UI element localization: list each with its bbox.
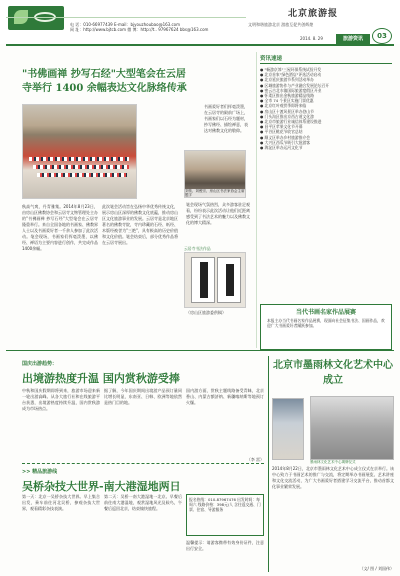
news-item[interactable]: ● 门头沟区推出京西古道文化游 <box>260 113 314 119</box>
masthead <box>0 0 400 44</box>
officials-photo <box>184 150 246 198</box>
news-item[interactable]: ● 全市 74 个景区实施门票优惠 <box>260 98 314 104</box>
sidebar-title: 资讯速递 <box>260 54 392 64</box>
news-item-text: 平谷区桃花节收官总结 <box>264 129 303 135</box>
lead-body-a: 秋高气爽，丹青雅集。2014年8月23日，由房山区佛教协会和云居寺文物管理处主办的"书佛画禅 抄写石经"大型笔会在云居寺隆重举行。来自全国各地的书画家、佛教界人士以及书画爱好者一千余人参加了此次活动。笔会现场，书画家们挥毫泼墨，以佛经、禅语为主要内容进行创作，共完成作品1400余幅。 <box>22 204 98 251</box>
exhibition-ad <box>260 304 392 350</box>
temple-square-photo <box>22 104 137 199</box>
header-rule <box>6 44 394 46</box>
paper-name: 北京旅游报 <box>288 9 339 19</box>
headline-line: "书佛画禅 抄写石经"大型笔会在云居 <box>22 69 186 80</box>
page-number: 03 <box>372 28 392 44</box>
booking-info-box: 报名热线：010-87967476 出发时间：每周六 线路价格：398元/人 含往返交通、门票、住宿、导游服务 <box>186 494 264 536</box>
news-item-text: 北京红叶观赏季即将来临 <box>264 103 307 109</box>
lead-body-b: 此次笔会活动旨在弘扬中华优秀传统文化，展示房山区深厚的佛教文化底蕴，推动房山区文化旅游事业的发展。云居寺是北京地区著名的佛教寺院，寺内珍藏的石经、纸经、木版经被誉为"三绝"，具有极高的历史价值和文化价值。笔会结束后，部分优秀作品将在云居寺展出。 <box>102 204 178 245</box>
ink-stroke <box>200 262 208 298</box>
news-item[interactable]: ● 海淀区举办运河文化节 <box>260 145 303 151</box>
issue-date: 2014. 8. 29 <box>300 36 323 41</box>
itinerary-day2: 第二天：吴桥一南大港湿地一北京。早餐后前往南大港湿地，观赏湿地风光及候鸟，午餐后返回北京，结束愉快旅程。 <box>104 494 182 511</box>
sidebar <box>260 54 392 302</box>
news-item[interactable]: ● 密云古北水镇国际旅游度假区开业 <box>260 87 322 93</box>
news-item-text: 顺义区举办乡村旅游推介会 <box>264 134 311 140</box>
news-item[interactable]: ● "畅游京郊"三屋环保系统试验开发 <box>260 67 322 72</box>
news-item-text: 北京首家"绿色酒店"评选活动启动 <box>264 72 322 78</box>
news-item-text: 海淀区举办运河文化节 <box>264 145 303 151</box>
news-item-text: 北京市旅游行业诚信体系建设推进 <box>264 119 322 125</box>
photo-caption: 墨雨林文化艺术中心揭牌仪式 <box>310 460 356 464</box>
article-headline: 出境游热度升温 国内赏秋游受捧 <box>22 372 180 385</box>
news-item[interactable]: ● 北京市旅游行业诚信体系建设推进 <box>260 119 322 125</box>
article-source: （文/ 图 / 刘国伟） <box>359 566 394 571</box>
contact-line: 网 址：http://www.bjtcb.com 微 博：http://t.. 97967624 bbs@163.com <box>70 27 209 32</box>
news-item-text: 房山区十渡风景区举办登山节 <box>264 108 314 114</box>
news-item-text: 区域旅游协作与产业融合发展论坛召开 <box>264 82 330 88</box>
scroll <box>191 257 215 303</box>
contact-line: 电 话：010-66977439 E-mail：bjyouzhoubao@163.com <box>70 22 181 27</box>
ad-text: 本报主办当代书画名家作品展赛，现面向社会征集书法、国画作品，欢迎广大书画爱好者踊跃参加。 <box>267 318 385 329</box>
lead-body-d: 笔会现场气氛热烈，众多游客驻足观看，纷纷表示此次活动让他们近距离感受到了书法艺术的魅力以及佛教文化的博大精深。 <box>186 202 250 225</box>
news-item-text: 昌平区苹果文化节开幕 <box>264 124 303 130</box>
news-item[interactable]: ● 昌平区苹果文化节开幕 <box>260 124 303 130</box>
travel-tips: 温馨提示：请游客携带有效身份证件，注意出行安全。 <box>186 540 264 551</box>
article-source: （李 雷） <box>246 457 264 462</box>
crowd-row <box>29 157 129 161</box>
lead-byline: （房山区旅游委供稿） <box>186 310 226 315</box>
article-body: 据了解，今年国庆期间出境游产品预订量同比增长明显，东南亚、日韩、欧洲等地依然是热门目的地。 <box>104 388 182 405</box>
scroll-caption: 云居寺书法作品 <box>184 246 211 251</box>
news-item-text: 北京延庆旅游节系列活动举办 <box>264 77 314 83</box>
news-item-text: 门头沟区推出京西古道文化游 <box>264 113 314 119</box>
article-body: 国内游方面，赏秋主题线路备受青睐，北京香山、内蒙古额济纳、新疆喀纳斯等地预订火爆。 <box>186 388 264 405</box>
itinerary-day1: 第一天：北京一吴桥杂技大世界。早上集合出发，乘车前往河北吴桥，参观杂技大世界，观看精彩杂技表演。 <box>22 494 100 511</box>
news-item[interactable]: ● 区域旅游协作与产业融合发展论坛召开 <box>260 82 330 88</box>
newspaper-logo <box>8 6 64 30</box>
paper-slogan: 文明和谐旅游北京 游旅互促共创辉煌 <box>248 22 314 27</box>
article-kicker: >> 精品旅游线 <box>22 469 58 475</box>
column-divider <box>268 356 269 572</box>
article-headline: 吴桥杂技大世界-南大港湿地两日 <box>22 480 181 493</box>
sidebar-list <box>260 67 392 150</box>
section-label: 旅游资讯 <box>336 34 370 44</box>
dashed-divider <box>22 463 264 464</box>
ceremony-photo <box>310 396 394 460</box>
crowd-row <box>33 165 129 169</box>
ink-stroke <box>226 264 234 296</box>
news-item[interactable]: ● 北京首家"绿色酒店"评选活动启动 <box>260 72 322 78</box>
photo-caption: 刘传、刘俊宗、房山区书法家协会主席题字 <box>185 189 245 197</box>
crowd-row <box>37 173 127 177</box>
news-item[interactable]: ● 大兴区西瓜节吸引大批游客 <box>260 139 311 145</box>
portrait-photo <box>272 398 304 460</box>
article-headline: 北京市墨雨林文化艺术中心成立 <box>273 360 393 386</box>
news-item[interactable]: ● 北京延庆旅游节系列活动举办 <box>260 77 314 83</box>
article-body: 中秋和国庆假期即将到来，旅游市场迎来新一轮出游高峰。从各大旅行社和在线旅游平台获悉，出境游热度持续升温，国内赏秋游成为市场热点。 <box>22 388 100 411</box>
news-item-text: 全市 74 个景区实施门票优惠 <box>264 98 314 104</box>
scroll <box>217 257 241 303</box>
news-item-text: 密云古北水镇国际旅游度假区开业 <box>264 87 322 93</box>
calligraphy-photo <box>184 252 246 308</box>
masthead-rule <box>6 17 246 18</box>
news-item-text: 怀柔区推出金秋旅游精品线路 <box>264 93 314 99</box>
news-item-text: 大兴区西瓜节吸引大批游客 <box>264 139 311 145</box>
lead-body-c: 书画爱好者们挥毫泼墨，在云居寺的殿前广场上，书画家们以石经为题材，抄写佛经、描绘禅意，表达对佛教文化的敬仰。 <box>204 104 248 133</box>
headline-line: 寺举行 1400 余幅表达文化脉络传承 <box>22 83 187 94</box>
news-item[interactable]: ● 北京红叶观赏季即将来临 <box>260 103 307 109</box>
news-item[interactable]: ● 房山区十渡风景区举办登山节 <box>260 108 314 114</box>
section-divider <box>6 350 394 351</box>
article-body: 2014年8月22日，北京市墨雨林文化艺术中心成立仪式在京举行。该中心致力于书画艺术的推广与交流，将定期举办书画展览、艺术讲座和文化交流活动，为广大书画爱好者搭建学习交流平台，推动首都文化事业繁荣发展。 <box>272 466 394 489</box>
news-item[interactable]: ● 顺义区举办乡村旅游推介会 <box>260 134 311 140</box>
lead-headline <box>22 68 262 102</box>
news-item-text: "畅游京郊"三屋环保系统试验开发 <box>264 67 322 72</box>
news-item[interactable]: ● 平谷区桃花节收官总结 <box>260 129 303 135</box>
ad-title: 当代书画名家作品展赛 <box>295 309 356 316</box>
article-kicker: 国庆出游趋势： <box>22 361 58 367</box>
news-item[interactable]: ● 怀柔区推出金秋旅游精品线路 <box>260 93 314 99</box>
